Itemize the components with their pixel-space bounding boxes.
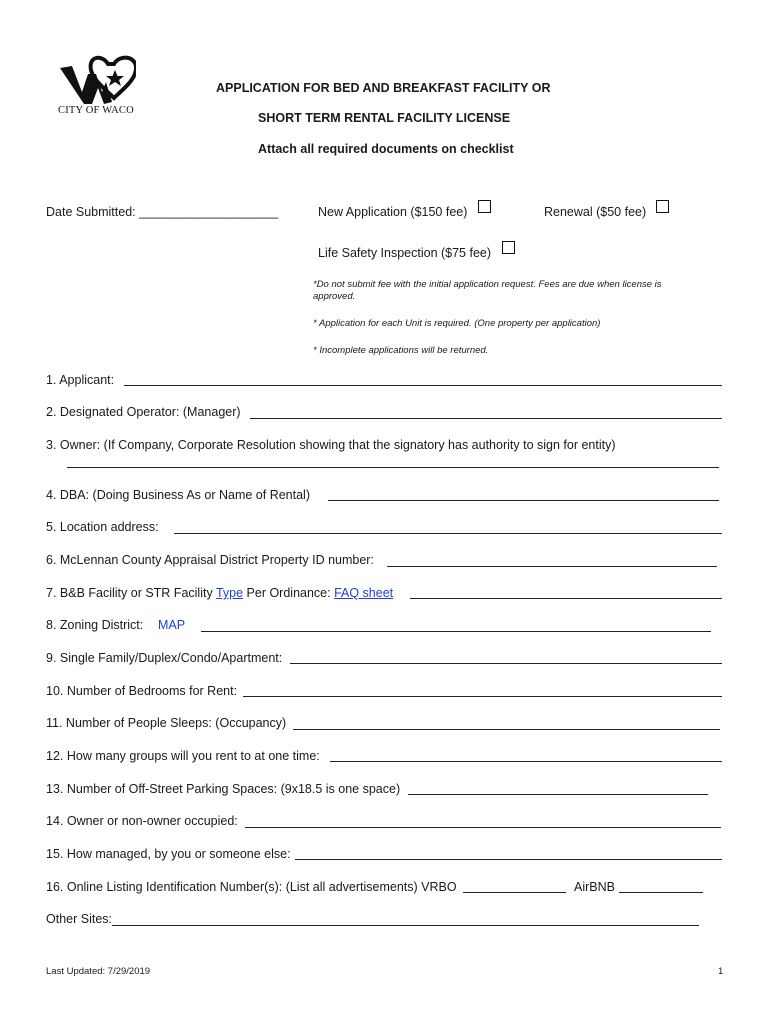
airbnb-label: AirBNB: [574, 880, 615, 894]
fee-note-line1: *Do not submit fee with the initial application request. Fees are due when license is: [313, 279, 662, 290]
page-number: 1: [718, 966, 724, 977]
type-link[interactable]: Type: [215, 586, 244, 600]
life-safety-checkbox[interactable]: [502, 241, 515, 254]
dba-input-line[interactable]: [328, 500, 719, 501]
bedrooms-label: 10. Number of Bedrooms for Rent:: [46, 684, 238, 698]
parking-spaces-label: 13. Number of Off-Street Parking Spaces: (9x18.5 is one space): [46, 782, 401, 796]
occupancy-input-line[interactable]: [293, 729, 720, 730]
incomplete-note: * Incomplete applications will be returned.: [313, 345, 489, 356]
faq-sheet-link[interactable]: FAQ sheet: [334, 586, 394, 600]
life-safety-label: Life Safety Inspection ($75 fee): [318, 246, 492, 260]
facility-type-prefix: 7. B&B Facility or STR Facility: [46, 586, 216, 600]
occupancy-label: 11. Number of People Sleeps: (Occupancy): [46, 716, 287, 730]
owner-label: 3. Owner: (If Company, Corporate Resolution showing that the signatory has authority to sign for entity): [46, 438, 616, 452]
form-subtitle: Attach all required documents on checklist: [258, 142, 514, 156]
owner-occupied-input-line[interactable]: [245, 827, 721, 828]
parking-spaces-input-line[interactable]: [408, 794, 708, 795]
other-sites-input-line[interactable]: [112, 925, 699, 926]
bedrooms-input-line[interactable]: [243, 696, 722, 697]
applicant-input-line[interactable]: [124, 385, 722, 386]
facility-type-input-line[interactable]: [410, 598, 722, 599]
dba-label: 4. DBA: (Doing Business As or Name of Rental): [46, 488, 311, 502]
applicant-label: 1. Applicant:: [46, 373, 115, 387]
location-address-label: 5. Location address:: [46, 520, 159, 534]
other-sites-label: Other Sites:: [46, 912, 112, 926]
property-id-input-line[interactable]: [387, 566, 717, 567]
map-link[interactable]: MAP: [158, 618, 186, 632]
fee-note-line2: approved.: [313, 291, 356, 302]
date-submitted-field[interactable]: Date Submitted: ____________________: [46, 205, 279, 219]
unit-note: * Application for each Unit is required. (One property per application): [313, 318, 601, 329]
renewal-checkbox[interactable]: [656, 200, 669, 213]
owner-input-line[interactable]: [67, 467, 719, 468]
designated-operator-label: 2. Designated Operator: (Manager): [46, 405, 241, 419]
property-id-label: 6. McLennan County Appraisal District Property ID number:: [46, 553, 374, 567]
location-address-input-line[interactable]: [174, 533, 722, 534]
logo-text: CITY OF WACO: [58, 105, 134, 116]
last-updated: Last Updated: 7/29/2019: [46, 966, 151, 977]
designated-operator-input-line[interactable]: [250, 418, 722, 419]
listing-ids-label: 16. Online Listing Identification Number(s): (List all advertisements) VRBO: [46, 880, 457, 894]
renewal-label: Renewal ($50 fee): [544, 205, 647, 219]
facility-type-mid: Per Ordinance:: [243, 586, 335, 600]
new-application-checkbox[interactable]: [478, 200, 491, 213]
groups-input-line[interactable]: [330, 761, 722, 762]
property-type-label: 9. Single Family/Duplex/Condo/Apartment:: [46, 651, 283, 665]
form-title-line1: APPLICATION FOR BED AND BREAKFAST FACILITY OR: [216, 81, 551, 95]
facility-type-label: [46, 586, 393, 600]
groups-label: 12. How many groups will you rent to at one time:: [46, 749, 320, 763]
new-application-label: New Application ($150 fee): [318, 205, 468, 219]
vrbo-input-line[interactable]: [463, 892, 566, 893]
property-type-input-line[interactable]: [290, 663, 722, 664]
airbnb-input-line[interactable]: [619, 892, 703, 893]
management-input-line[interactable]: [295, 859, 722, 860]
owner-occupied-label: 14. Owner or non-owner occupied:: [46, 814, 238, 828]
zoning-district-input-line[interactable]: [201, 631, 711, 632]
form-title-line2: SHORT TERM RENTAL FACILITY LICENSE: [258, 111, 511, 125]
management-label: 15. How managed, by you or someone else:: [46, 847, 291, 861]
zoning-district-label: 8. Zoning District:: [46, 618, 144, 632]
